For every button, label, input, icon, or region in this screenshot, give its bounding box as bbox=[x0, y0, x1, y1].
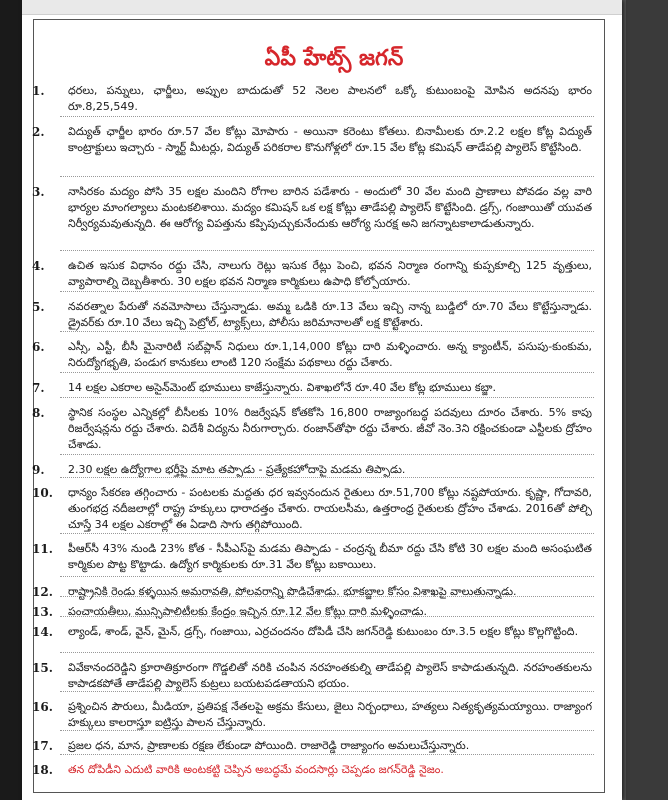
item-number: 5. bbox=[32, 300, 45, 314]
item-text: రాష్ట్రానికి రెండు కళ్ళయిన అమరావతి, పోలవరాన్ని పొడిచేశాడు. భూకబ్జాల కోసం విశాఖపై వాలుతున్నాడు. bbox=[68, 585, 517, 598]
item-text: ల్యాండ్, శాండ్, వైన్, మైన్, డ్రగ్స్, గంజాయి, ఎర్రచందనం దోపిడీ చేసి జగన్‌రెడ్డి కుటుంబం రూ.3.5 లక్షల కోట్లు కొల్లగొట్టింది. bbox=[68, 625, 579, 638]
item-number: 9. bbox=[32, 463, 45, 477]
item-text: స్థానిక సంస్థల ఎన్నికల్లో బీసీలకు 10% రిజర్వేషన్ కోతకోసి 16,800 రాజ్యాంగబద్ధ పదవులు దూరం చేశారు. 5% కాపు రిజర్వేషన్లను రద్దు చేశారు. విదేశీ విద్యను నీరుగార్చారు. రంజాన్‌తోఫా రద్దు చేశారు. జీవో నెం.3ని రక్షించకుండా ఎస్టీలకు ద్రోహం చేశాడు. bbox=[68, 406, 592, 451]
item-text: ధరలు, పన్నులు, ఛార్జీలు, అప్పుల బాదుడుతో 52 నెలల పాలనలో ఒక్కో కుటుంబంపై మోపిన అదనపు భారం రూ.8,25,549. bbox=[68, 84, 592, 113]
item-number: 1. bbox=[32, 84, 45, 98]
item-separator bbox=[60, 533, 594, 534]
item-text: నవరత్నాల పేరుతో నవమోసాలు చేస్తున్నాడు. అమ్మ ఒడికి రూ.13 వేలు ఇచ్చి నాన్న బుడ్డిలో రూ.70 వేలు కొట్టేస్తున్నాడు. డ్రైవర్‌కు రూ.10 వేలు ఇచ్చి పెట్రోల్, ట్యాక్స్‌లు, పోలీసు జరిమానాలతో లక్ష కొట్టేశారు. bbox=[68, 300, 592, 329]
item-text: 14 లక్షల ఎకరాల అసైన్‌మెంట్ భూములు కాజేస్తున్నారు. విశాఖలోనే రూ.40 వేల కోట్ల భూములు కబ్జా. bbox=[68, 381, 496, 394]
item-text: ఉచిత ఇసుక విధానం రద్దు చేసి, నాలుగు రెట్లు ఇసుక రేట్లు పెంచి, భవన నిర్మాణ రంగాన్ని కుప్పకూల్చి 125 వృత్తులు, వ్యాపారాల్ని దెబ్బతీశారు. 30 లక్షల భవన నిర్మాణ కార్మికులు ఉపాధి కోల్పోయారు. bbox=[68, 259, 592, 288]
item-text: నాసిరకం మద్యం పోసి 35 లక్షల మందిని రోగాల బారిన పడేశారు - అందులో 30 వేల మంది ప్రాణాలు పోవడం వల్ల వారి భార్యల మాంగల్యాలు మంటకలిశాయి. మద్యం కమిషన్ ఒక లక్ష కోట్లు తాడేపల్లి ప్యాలెస్ కొట్టేసింది. డ్రగ్స్, గంజాయితో యువత నిర్వీర్యమవుతున్నది. ఈ ఆరోగ్య విపత్తును కప్పిపుచ్చుకునేందుకు ఆరోగ్య సురక్ష అని జగన్నాటకాలాడుతున్నారు. bbox=[68, 185, 592, 230]
item-text: 2.30 లక్షల ఉద్యోగాల భర్తీపై మాట తప్పాడు - ప్రత్యేకహోదాపై మడమ తిప్పాడు. bbox=[68, 463, 406, 476]
item-number: 11. bbox=[32, 542, 53, 556]
item-separator bbox=[60, 477, 594, 478]
item-separator bbox=[60, 176, 594, 177]
item-separator bbox=[60, 372, 594, 373]
item-text: ప్రజల ధన, మాన, ప్రాణాలకు రక్షణ లేకుండా పోయింది. రాజారెడ్డి రాజ్యాంగం అమలుచేస్తున్నారు. bbox=[68, 739, 470, 752]
item-separator bbox=[60, 331, 594, 332]
item-number: 13. bbox=[32, 605, 53, 619]
item-separator bbox=[60, 691, 594, 692]
item-separator bbox=[60, 116, 594, 117]
item-separator bbox=[60, 291, 594, 292]
item-text: పంచాయతీలు, మున్సిపాలిటీలకు కేంద్రం ఇచ్చిన రూ.12 వేల కోట్లు దారి మళ్ళించాడు. bbox=[68, 605, 427, 618]
item-text: పీఆర్‌సీ 43% నుండి 23% కోత - సీపీఎస్‌పై మడమ తిప్పాడు - చంద్రన్న బీమా రద్దు చేసి కోటి 30 లక్షల మంది అసంఘటిత కార్మికుల పొట్ట కొట్టాడు. ఉద్యోగ కార్మికులకు రూ.31 వేల కోట్లు బకాయిలు. bbox=[68, 542, 592, 571]
item-number: 16. bbox=[32, 700, 53, 714]
viewer-scroll-area[interactable] bbox=[622, 0, 668, 800]
item-number: 3. bbox=[32, 185, 45, 199]
item-number: 10. bbox=[32, 486, 53, 500]
item-number: 14. bbox=[32, 625, 53, 639]
item-text: ప్రశ్నించిన పౌరులు, మీడియా, ప్రతిపక్ష నేతలపై అక్రమ కేసులు, జైలు నిర్బంధాలు, హత్యలు నిత్యకృత్యమయ్యాయి. రాజ్యాంగ హక్కులు కాలరాస్తూ ఐట్రిస్తు పాలన చేస్తున్నారు. bbox=[68, 700, 592, 729]
item-separator bbox=[60, 652, 594, 653]
previous-page-edge bbox=[22, 0, 622, 15]
item-text: తన దోపిడీని ఎదుటి వారికి అంటకట్టి చెప్పిన అబద్ధమే వందసార్లు చెప్పడం జగన్‌రెడ్డి నైజం. bbox=[68, 763, 444, 776]
viewer-divider bbox=[622, 0, 626, 800]
item-number: 12. bbox=[32, 585, 53, 599]
item-text: వివేకానందరెడ్డిని క్రూరాతిక్రూరంగా గొడ్డలితో నరికి చంపిన నరహంతకుల్ని తాడేపల్లి ప్యాలెస్ కాపాడుతున్నది. నరహంతకులను కాపాడకపోతే తాడేపల్లి ప్యాలెస్ కుట్రలు బయటపడతాయని భయం. bbox=[68, 661, 592, 690]
item-separator bbox=[60, 730, 594, 731]
item-separator bbox=[60, 576, 594, 577]
item-separator bbox=[60, 754, 594, 755]
item-separator bbox=[60, 454, 594, 455]
item-number: 2. bbox=[32, 125, 45, 139]
item-text: విద్యుత్ ఛార్జీల భారం రూ.57 వేల కోట్లు మోపారు - అయినా కరెంటు కోతలు. బినామీలకు రూ.2.2 లక్షల కోట్ల విద్యుత్ కాంట్రాక్టులు ఇచ్చారు - స్మార్ట్ మీటర్లు, విద్యుత్ పరికరాల కొనుగోళ్లలో రూ.15 వేల కోట్ల కమిషన్ తాడేపల్లి ప్యాలెస్ కొట్టేసింది. bbox=[68, 125, 592, 154]
item-number: 18. bbox=[32, 763, 53, 777]
item-text: ఎస్సీ, ఎస్టీ, బీసీ మైనారిటీ సబ్‌ప్లాన్ నిధులు రూ.1,14,000 కోట్లు దారి మళ్ళించారు. అన్న క్యాంటీన్, పసుపు-కుంకుమ, నిరుద్యోగభృతి, పండుగ కానుకలు లాంటి 120 సంక్షేమ పథకాలు రద్దు చేశారు. bbox=[68, 340, 592, 369]
item-number: 15. bbox=[32, 661, 53, 675]
item-separator bbox=[60, 250, 594, 251]
item-text: ధాన్యం సేకరణ తగ్గించారు - పంటలకు మద్దతు ధర ఇవ్వనందున రైతులు రూ.51,700 కోట్లు నష్టపోయారు. కృష్ణా, గోదావరి, తుంగభద్ర నదీజలాల్లో రాష్ట్ర హక్కులు ధారాదత్తం చేశారు. రాయలసీమ, ఉత్తరాంధ్ర రైతులకు ద్రోహం చేశాడు. 2016తో పోల్చి చూస్తే 34 లక్షల ఎకరాల్లో ఈ ఏడాది సాగు తగ్గిపోయింది. bbox=[68, 486, 592, 531]
item-separator bbox=[60, 596, 594, 597]
item-number: 6. bbox=[32, 340, 45, 354]
item-number: 8. bbox=[32, 406, 45, 420]
document-title: ఏపీ హేట్స్ జగన్ bbox=[264, 46, 404, 71]
item-number: 4. bbox=[32, 259, 45, 273]
item-number: 17. bbox=[32, 739, 53, 753]
item-number: 7. bbox=[32, 381, 45, 395]
item-separator bbox=[60, 616, 594, 617]
item-separator bbox=[60, 397, 594, 398]
